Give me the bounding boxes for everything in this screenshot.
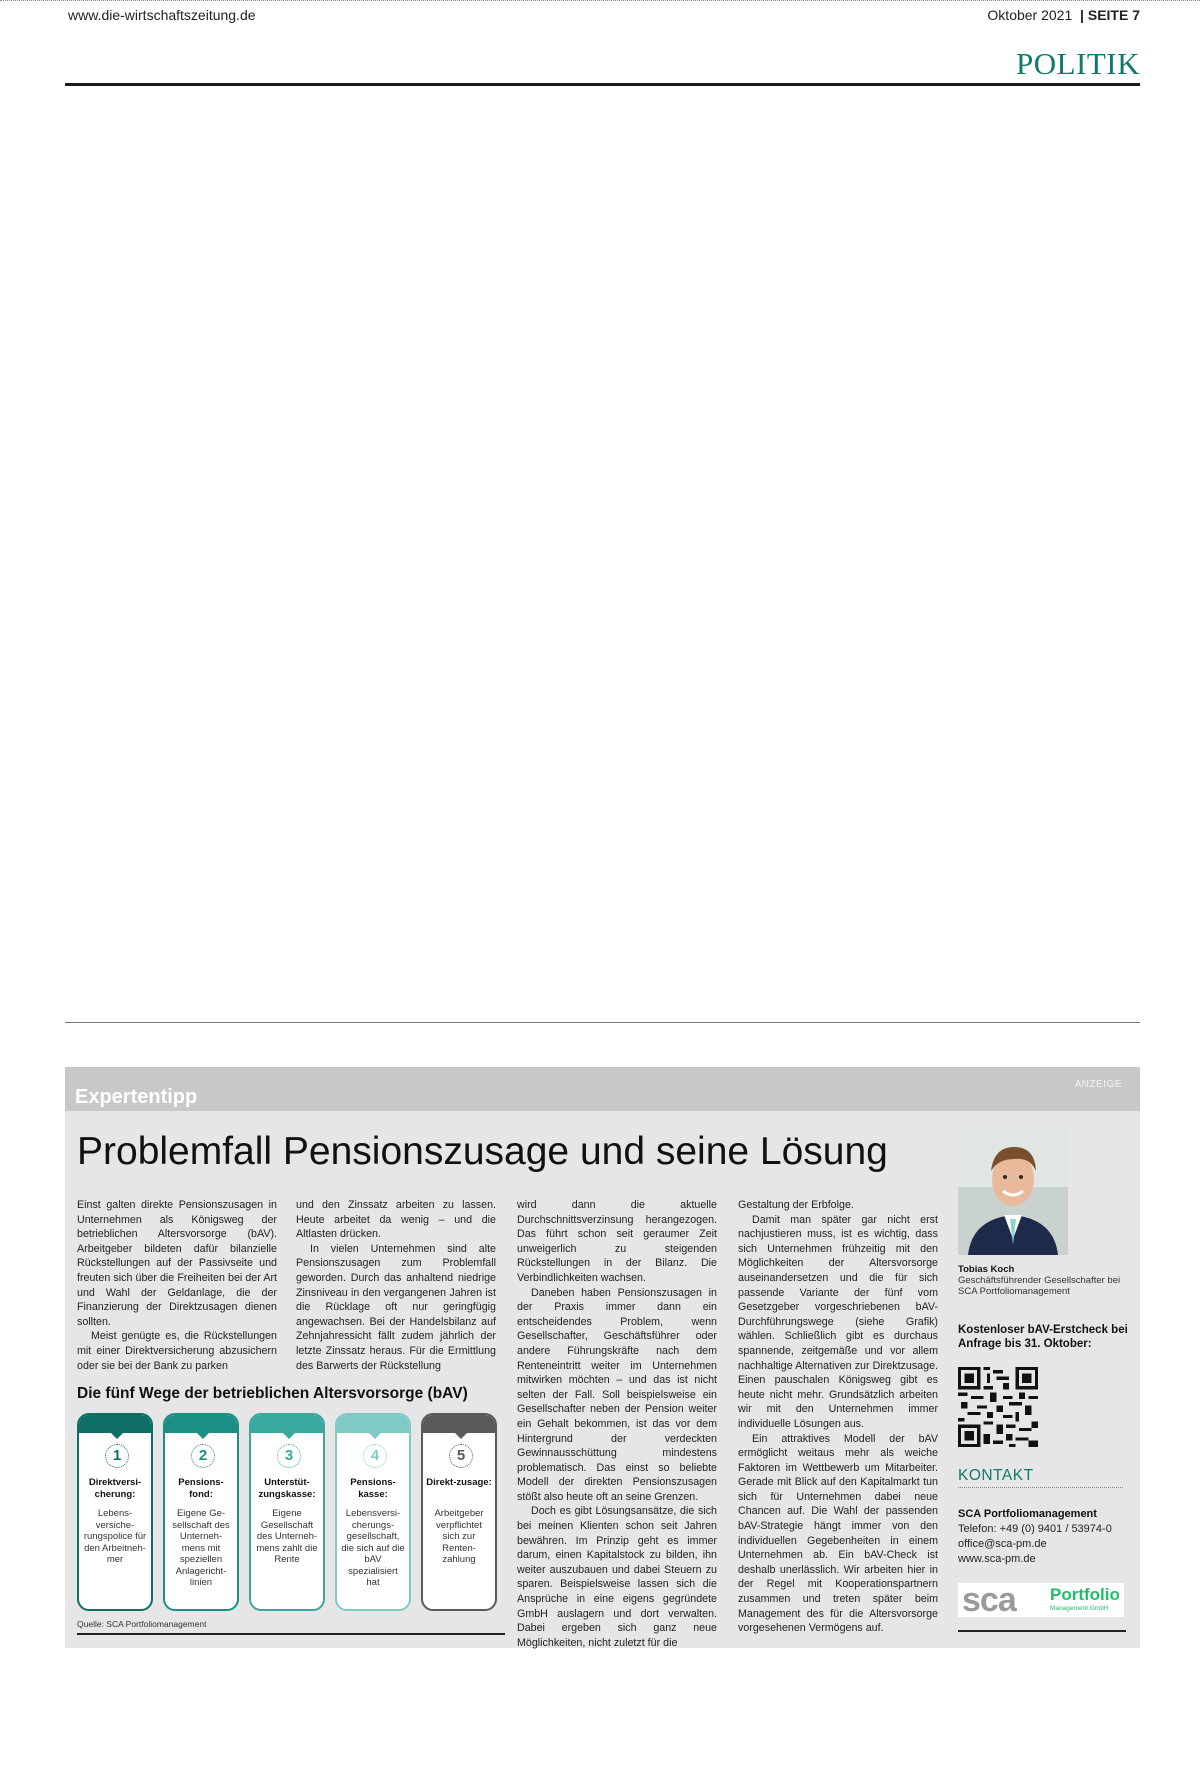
contact-heading: KONTAKT — [958, 1467, 1034, 1484]
email-link[interactable]: office@sca-pm.de — [958, 1538, 1047, 1550]
qr-code-icon[interactable] — [958, 1367, 1038, 1447]
portrait-illustration — [958, 1127, 1068, 1255]
bav-card-3 — [249, 1413, 325, 1611]
card-description: Arbeitgeber verpflichtet sich zur Renten-zahlung — [434, 1508, 484, 1565]
card-number: 3 — [277, 1444, 301, 1468]
qr-code-graphic — [958, 1367, 1038, 1447]
article-column-1 — [77, 1198, 277, 1373]
ad-headline: Problemfall Pensionszusage und seine Lösung — [77, 1130, 888, 1173]
advertisement-box — [65, 1067, 1140, 1648]
bav-card-4 — [335, 1413, 411, 1611]
card-notch — [283, 1433, 295, 1439]
infographic-cards — [77, 1413, 505, 1626]
sca-logo — [958, 1583, 1124, 1617]
card-title: Unterstüt-zungskasse: — [258, 1477, 316, 1500]
card-title: Direktversi-cherung: — [88, 1477, 142, 1500]
paragraph: Doch es gibt Lösungsansätze, die sich bei meinen Klienten schon seit Jahren bewähren. Im Prinzip geht es immer darum, einen Kapitalstock zu bilden, ihn weiter auszubauen und dabei Steuern zu sparen. Beispielsweise lassen sich die Ansprüche in eine eigens gegründete GmbH auslagern und dort verwalten. Dabei ergeben sich ganz neue Möglichkeiten, nicht zuletzt für die — [517, 1505, 717, 1649]
top-dotted-rule — [0, 0, 1200, 1]
bav-infographic — [77, 1385, 505, 1626]
infographic-bottom-rule — [77, 1633, 505, 1635]
paragraph: In vielen Unternehmen sind alte Pensionszusagen zum Problemfall geworden. Durch das anhaltend niedrige Zinsniveau in den vergangenen Jahren ist die Rücklage oft nur geringfügig angewachsen. Bei der Handelsbilanz auf Zehnjahressicht fällt zudem jährlich der letzte Zinssatz heraus. Für die Ermittlung des Barwerts der Rückstellung — [296, 1242, 496, 1372]
card-cap — [165, 1415, 237, 1433]
card-number: 2 — [191, 1444, 215, 1468]
article-column-4 — [738, 1198, 938, 1636]
card-cap — [251, 1415, 323, 1433]
paragraph: Gestaltung der Erbfolge. — [738, 1199, 854, 1211]
date-page-info — [987, 7, 1140, 23]
paragraph: Einst galten direkte Pensionszusagen in Unternehmen als Königsweg der betrieblichen Altersvorsorge (bAV). Arbeitgeber bildeten dafür bilanzielle Rückstellungen auf der Passivseite und freuten sich über die Freiheiten bei der Art und Wahl der Geldanlage, die der Finanzierung der Direktzusagen dienen sollten. — [77, 1199, 277, 1328]
card-description: Eigene Gesellschaft des Unterneh-mens zahlt die Rente — [256, 1508, 318, 1565]
card-cap — [79, 1415, 151, 1433]
paragraph: Damit man später gar nicht erst nachjustieren muss, ist es wichtig, dass sich Unternehmen frühzeitig mit den Möglichkeiten der Altersvorsorge auseinandersetzen und die für sich passende Variante der fünf vom Gesetzgeber vorgeschriebenen bAV-Durchführungswege (siehe Grafik) wählen. Schließlich gibt es durchaus spannende, zeitgemäße und vor allem nachhaltige Alternativen zur Direktzusage. Einen pauschalen Königsweg gibt es heute nicht mehr. Grundsätzlich arbeiten wir mit den Unternehmen immer individuelle Lösungen aus. — [738, 1213, 938, 1430]
card-title: Pensions-kasse: — [350, 1477, 396, 1500]
card-notch — [369, 1433, 381, 1439]
issue-date: Oktober 2021 — [987, 7, 1073, 23]
article-column-3 — [517, 1198, 717, 1650]
card-number: 1 — [105, 1444, 129, 1468]
card-notch — [111, 1433, 123, 1439]
person-photo — [958, 1127, 1068, 1255]
infographic-title: Die fünf Wege der betrieblichen Altersvorsorge (bAV) — [77, 1385, 468, 1402]
company-name: SCA Portfoliomanagement — [958, 1508, 1097, 1520]
card-notch — [197, 1433, 209, 1439]
card-description: Lebens-versiche-rungspolice für den Arbeitneh-mer — [83, 1508, 147, 1565]
card-number: 4 — [363, 1444, 387, 1468]
paragraph: und den Zinssatz arbeiten zu lassen. Heute arbeitet da wenig – und die Altlasten drücken. — [296, 1199, 496, 1241]
person-name: Tobias Koch — [958, 1264, 1015, 1275]
offer-text: Kostenloser bAV-Erstcheck bei Anfrage bis 31. Oktober: — [958, 1324, 1128, 1350]
card-description: Eigene Ge-sellschaft des Unterneh-mens mit speziellen Anlagericht-linien — [172, 1508, 230, 1588]
card-notch — [455, 1433, 467, 1439]
paragraph: Ein attraktives Modell der bAV ermöglicht weitaus mehr als weiche Faktoren im Wettbewerb um Mitarbeiter. Gerade mit Blick auf den Kapitalmarkt tun sich für Unternehmen dabei neue Chancen auf. Die Wahl der passenden bAV-Strategie hängt immer von den individuellen Gegebenheiten in einem Unternehmen ab. Ein bAV-Check ist deshalb unerlässlich. Wir arbeiten hier in der Regel mit Kooperationspartnern zusammen und treten später beim Management des für die Altersvorsorge vorgesehenen Vermögens auf. — [738, 1432, 938, 1635]
card-cap — [337, 1415, 409, 1433]
bav-card-1 — [77, 1413, 153, 1611]
logo-sca-mark — [962, 1583, 1016, 1617]
section-title: POLITIK — [1015, 46, 1140, 81]
bav-card-2 — [163, 1413, 239, 1611]
person-role: Geschäftsführender Gesellschafter bei SCA Portfoliomanagement — [958, 1275, 1121, 1297]
separator: | — [1080, 7, 1084, 23]
site-url[interactable]: www.die-wirtschaftszeitung.de — [68, 7, 256, 23]
phone-number[interactable]: Telefon: +49 (0) 9401 / 53974-0 — [958, 1523, 1112, 1535]
contact-rule — [958, 1487, 1123, 1488]
card-title: Pensions-fond: — [178, 1477, 224, 1500]
page-number: SEITE 7 — [1087, 7, 1140, 23]
card-cap — [423, 1415, 495, 1433]
infographic-source: Quelle: SCA Portfoliomanagement — [77, 1619, 207, 1629]
paragraph: wird dann die aktuelle Durchschnittsverzinsung herangezogen. Das führt schon seit geraumer Zeit unweigerlich zu steigenden Rückstellungen in der Bilanz. Die Verbindlichkeiten wachsen. — [517, 1199, 717, 1284]
ad-label: Expertentipp — [75, 1086, 198, 1108]
logo-portfolio-text: Portfolio — [1050, 1585, 1120, 1604]
article-column-2 — [296, 1198, 496, 1373]
card-title: Direkt-zusage: — [426, 1477, 492, 1488]
paragraph: Daneben haben Pensionszusagen in der Praxis immer dann ein entscheidendes Problem, wenn Gesellschafter, Geschäftsführer oder andere Führungskräfte nach dem Renteneintritt weiter im Unternehmen mitwirken möchten – und das ist nicht selten der Fall. Soll beispielsweise ein Gesellschafter neben der Pension weiter ein Gehalt bekommen, ist das vor dem Hintergrund der verdeckten Gewinnausschüttung mindestens problematisch. Das einst so beliebte Modell der direkten Pensionszusagen stößt also heute oft an seine Grenzen. — [517, 1286, 717, 1503]
bav-card-5 — [421, 1413, 497, 1611]
website-link[interactable]: www.sca-pm.de — [958, 1553, 1036, 1565]
paragraph: Meist genügte es, die Rückstellungen mit einer Direktversicherung abzusichern oder sie bei der Bank zu parken — [77, 1330, 277, 1372]
card-description: Lebensversi-cherungs-gesellschaft, die sich auf die bAV spezialisiert hat — [341, 1508, 405, 1588]
header-rule — [65, 83, 1140, 86]
ad-header-bar — [65, 1067, 1140, 1111]
anzeige-label: ANZEIGE — [1074, 1079, 1122, 1090]
card-number: 5 — [449, 1444, 473, 1468]
logo-subtitle: Management GmbH — [1050, 1605, 1109, 1612]
content-divider — [65, 1022, 1140, 1023]
sidebar-bottom-rule — [958, 1630, 1126, 1632]
logo-sca-text: sca — [962, 1581, 1016, 1619]
